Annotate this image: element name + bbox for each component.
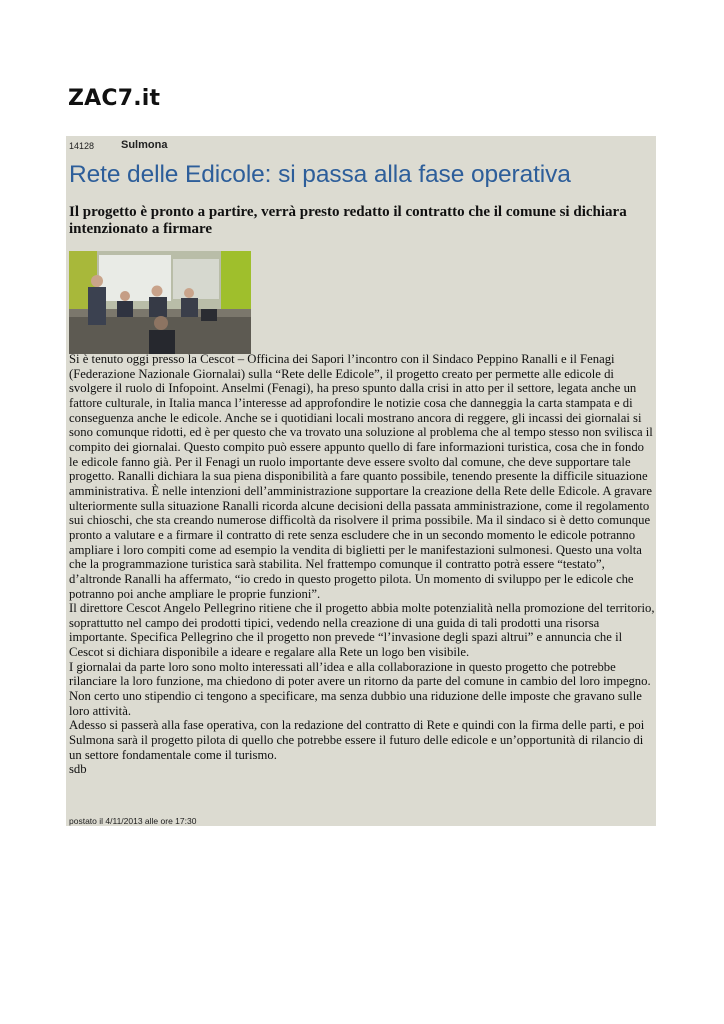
article-subtitle: Il progetto è pronto a partire, verrà presto redatto il contratto che il comune si dichiara intenzionato a firmare bbox=[69, 204, 627, 237]
article-paragraph: Si è tenuto oggi presso la Cescot – Officina dei Sapori l’incontro con il Sindaco Peppino Ranalli e il Fenagi (Federazione Nazionale Giornalai) sulla “Rete delle Edicole”, il progetto creato per permette alle edicole di svolgere il ruolo di Infopoint. Anselmi (Fenagi), ha preso spunto dalla crisi in atto per il settore, legata anche un fattore culturale, in Italia manca l’interesse ad approfondire le notizie cosa che danneggia la carta stampata e di conseguenza anche le edicole. Anche se i quotidiani locali mostrano ancora di reggere, gli incassi dei giornalai si sono comunque ridotti, ed è per questo che va trovato una soluzione al problema che al tempo stesso non svilisca il compito dei giornalai. Questo compito può essere appunto quello di fare informazioni turistica, cosa che in fondo le edicole fanno già. Per il Fenagi un ruolo importante deve essere svolto dal comune, che deve supportare tale progetto. Ranalli dichiara la sua piena disponibilità a fare quanto possibile, tenendo presente la difficile situazione amministrativa. È nelle intenzioni dell’amministrazione supportare la creazione della Rete delle Edicole. A gravare ulteriormente sulla situazione Ranalli ricorda alcune decisioni della passata amministrazione, come il regolamento sui chioschi, che sta creando numerose difficoltà da risolvere il prima possibile. Ma il sindaco si è detto comunque pronto a valutare e a firmare il contratto di rete senza escludere che in un secondo momento le edicole potranno ampliare i loro compiti come ad esempio la vendita di biglietti per le manifestazioni sulmonesi. Questo una volta che la programmazione turistica sarà stabilita. Nel frattempo comunque il contratto potrà essere “testato”, d’altronde Ranalli ha affermato, “io credo in questo progetto pilota. Un momento di sviluppo per le edicole che potranno poi anche ampliare le proprie funzioni”. bbox=[69, 352, 653, 601]
article-panel bbox=[66, 136, 656, 826]
article-paragraph: I giornalai da parte loro sono molto interessati all’idea e alla collaborazione in questo progetto che potrebbe rilanciare la loro funzione, ma chiedono di poter avere un ritorno da parte del comune in cambio del loro impegno. Non certo uno stipendio ci tengono a specificare, ma senza dubbio una riduzione delle imposte che gravano sulle loro attività. bbox=[69, 659, 651, 718]
post-timestamp: postato il 4/11/2013 alle ore 17:30 bbox=[69, 816, 197, 826]
article-id: 14128 bbox=[69, 141, 95, 151]
article-section: Sulmona bbox=[121, 139, 168, 151]
article-paragraph: Adesso si passerà alla fase operativa, con la redazione del contratto di Rete e quindi con la firma delle parti, e poi Sulmona sarà il progetto pilota di quello che potrebbe essere il futuro delle edicole e un’opportunità di rilancio di un settore fondamentale come il turismo. bbox=[69, 718, 645, 762]
article-paragraph: Il direttore Cescot Angelo Pellegrino ritiene che il progetto abbia molte potenzialità nella promozione del territorio, soprattutto nel campo dei prodotti tipici, vedendo nella creazione di una guida di tali prodotti una risorsa importante. Specifica Pellegrino che il progetto non prevede “l’invasione degli spazi altrui” e annuncia che il Cescot si dichiara disponibile a ideare e regalare alla Rete un logo ben visibile. bbox=[69, 601, 655, 660]
article-body bbox=[69, 352, 656, 777]
meeting-photo-illustration bbox=[69, 251, 251, 354]
article-photo bbox=[69, 251, 251, 354]
article-signature: sdb bbox=[69, 762, 87, 777]
article-headline: Rete delle Edicole: si passa alla fase operativa bbox=[69, 161, 571, 188]
site-title: ZAC7.it bbox=[68, 86, 161, 111]
